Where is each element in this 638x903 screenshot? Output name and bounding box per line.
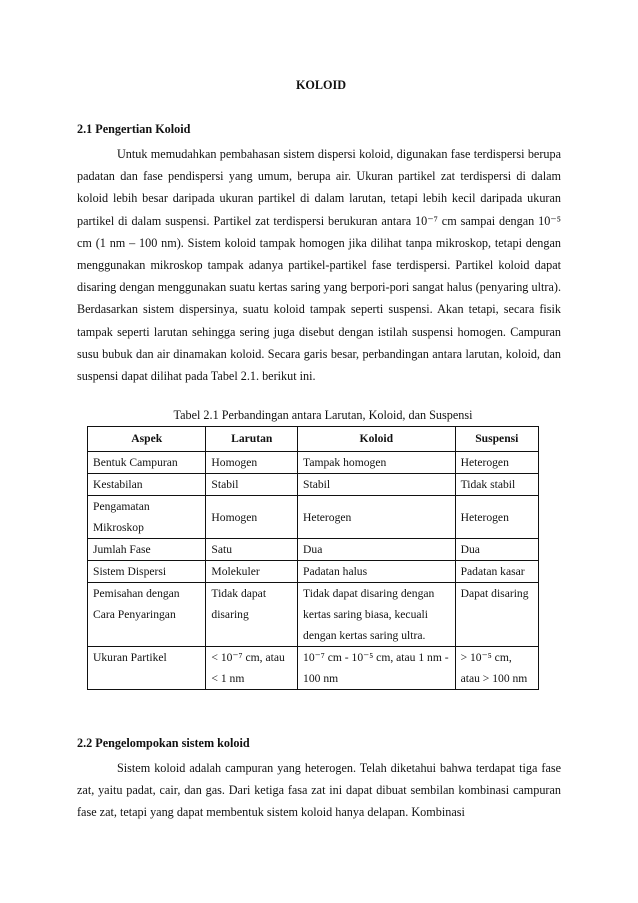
- table-row: [88, 583, 539, 647]
- table-cell: Sistem Dispersi: [88, 561, 206, 583]
- section-1-heading: 2.1 Pengertian Koloid: [77, 122, 191, 136]
- table-row: [88, 474, 539, 496]
- table-row: [88, 539, 539, 561]
- header-cell: Larutan: [206, 427, 298, 452]
- table-cell: Heterogen: [455, 496, 538, 539]
- table-cell: Padatan kasar: [455, 561, 538, 583]
- table-cell: > 10⁻⁵ cm, atau > 100 nm: [455, 647, 538, 690]
- section-2-text: Sistem koloid adalah campuran yang heterogen. Telah diketahui bahwa terdapat tiga fase zat, yaitu padat, cair, dan gas. Dari ketiga fasa zat ini dapat dibuat sembilan kombinasi campuran fase zat, tetapi yang dapat membentuk sistem koloid hanya delapan. Kombinasi: [77, 761, 561, 820]
- table-header-row: [88, 427, 539, 452]
- table-cell: Tidak dapat disaring dengan kertas saring biasa, kecuali dengan kertas saring ultra.: [298, 583, 456, 647]
- table-cell: Homogen: [206, 496, 298, 539]
- table-cell: Tidak stabil: [455, 474, 538, 496]
- table-cell: Tampak homogen: [298, 452, 456, 474]
- table-cell: Molekuler: [206, 561, 298, 583]
- page-title: KOLOID: [295, 78, 347, 92]
- section-1-paragraph: [77, 143, 561, 387]
- table-cell: Padatan halus: [298, 561, 456, 583]
- table-cell: Satu: [206, 539, 298, 561]
- table-cell: Pengamatan Mikroskop: [88, 496, 206, 539]
- table-cell: Stabil: [206, 474, 298, 496]
- table-cell: Heterogen: [455, 452, 538, 474]
- table-cell: Ukuran Partikel: [88, 647, 206, 690]
- table-cell: Dapat disaring: [455, 583, 538, 647]
- table-cell: Homogen: [206, 452, 298, 474]
- comparison-table: [87, 426, 539, 690]
- table-cell: Kestabilan: [88, 474, 206, 496]
- header-cell: Koloid: [298, 427, 456, 452]
- table-row: [88, 452, 539, 474]
- table-cell: Dua: [455, 539, 538, 561]
- section-2-paragraph: [77, 757, 561, 824]
- table-cell: Jumlah Fase: [88, 539, 206, 561]
- section-2-heading: 2.2 Pengelompokan sistem koloid: [77, 736, 250, 750]
- section-1-text: Untuk memudahkan pembahasan sistem dispersi koloid, digunakan fase terdispersi berupa padatan dan fase pendispersi yang umum, berupa air. Ukuran partikel zat terdispersi di dalam koloid lebih besar daripada ukuran partikel di dalam larutan, tetapi lebih kecil daripada ukuran partikel di dalam suspensi. Partikel zat terdispersi berukuran antara 10⁻⁷ cm sampai dengan 10⁻⁵ cm (1 nm – 100 nm). Sistem koloid tampak homogen jika dilihat tanpa mikroskop, tetapi dengan menggunakan mikroskop tampak adanya partikel-partikel fase terdispersi. Partikel koloid dapat disaring dengan menggunakan suatu kertas saring yang berpori-pori sangat halus (penyaring ultra). Berdasarkan sistem dispersinya, suatu koloid tampak seperti suspensi. Akan tetapi, secara fisik tampak seperti larutan sehingga sering juga disebut dengan istilah suspensi homogen. Campuran susu bubuk dan air dinamakan koloid. Secara garis besar, perbandingan antara larutan, koloid, dan suspensi dapat dilihat pada Tabel 2.1. berikut ini.: [77, 147, 561, 384]
- table-cell: 10⁻⁷ cm - 10⁻⁵ cm, atau 1 nm - 100 nm: [298, 647, 456, 690]
- table-cell: < 10⁻⁷ cm, atau < 1 nm: [206, 647, 298, 690]
- table-caption: Tabel 2.1 Perbandingan antara Larutan, Koloid, dan Suspensi: [173, 408, 473, 422]
- table-row: [88, 561, 539, 583]
- header-cell: Suspensi: [455, 427, 538, 452]
- table-cell: Bentuk Campuran: [88, 452, 206, 474]
- table-cell: Pemisahan dengan Cara Penyaringan: [88, 583, 206, 647]
- table-cell: Dua: [298, 539, 456, 561]
- header-cell: Aspek: [88, 427, 206, 452]
- table-cell: Heterogen: [298, 496, 456, 539]
- table-cell: Tidak dapat disaring: [206, 583, 298, 647]
- table-row: [88, 647, 539, 690]
- table-row: [88, 496, 539, 539]
- table-cell: Stabil: [298, 474, 456, 496]
